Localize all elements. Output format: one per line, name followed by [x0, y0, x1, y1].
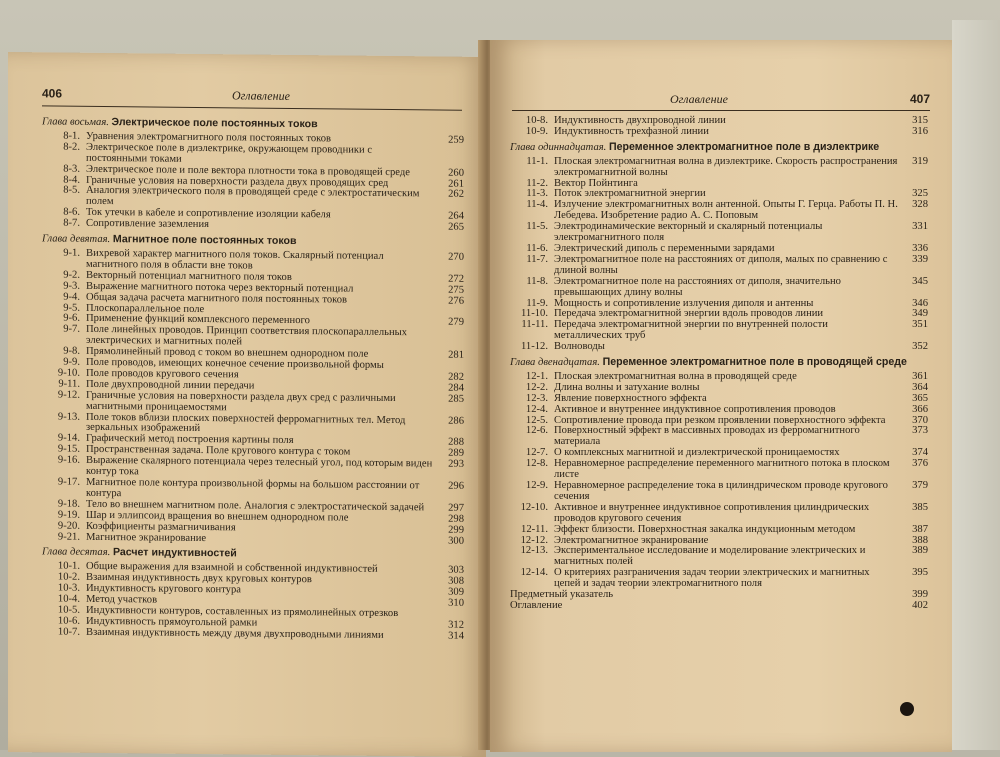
section-number: 10-6. [42, 616, 86, 627]
section-number: 10-9. [510, 127, 554, 138]
toc-entry [510, 320, 928, 342]
section-page: 402 [898, 601, 928, 612]
left-toc [42, 112, 464, 642]
section-title: Электромагнитное поле на расстояниях от диполя, малых по сравнению с длиной волны [554, 255, 898, 277]
toc-entry [510, 255, 928, 277]
section-page: 374 [898, 448, 928, 459]
section-number: 9-14. [42, 434, 86, 445]
section-page: 299 [434, 525, 464, 536]
section-number: 11-4. [510, 200, 554, 211]
right-header-rule [512, 110, 930, 111]
toc-entry [510, 426, 928, 448]
section-title: Поле линейных проводов. Принцип соответствия плоскопараллельных электрических и магнитных полей [86, 325, 434, 350]
section-title: Поле токов вблизи плоских поверхностей ферромагнитных тел. Метод зеркальных изображений [86, 412, 434, 437]
toc-entry [510, 525, 928, 536]
section-page: 349 [898, 309, 928, 320]
section-title: Электрический диполь с переменными зарядами [554, 244, 898, 255]
section-title: Индуктивность трехфазной линии [554, 127, 898, 138]
section-number: 9-4. [42, 292, 86, 303]
chapter-label: Глава девятая. [42, 233, 110, 245]
section-number: 9-17. [42, 477, 86, 488]
section-number: 12-11. [510, 525, 554, 536]
section-number: 9-15. [42, 445, 86, 456]
section-title: Граничные условия на поверхности раздела двух проводящих сред [86, 175, 434, 190]
section-title: Граничные условия на поверхности раздела двух сред с различными магнитными проницаемостями [86, 391, 434, 416]
chapter-title: Переменное электромагнитное поле в диэлектрике [609, 141, 879, 153]
section-title: Коэффициенты размагничивания [86, 521, 434, 536]
section-title: Графический метод построения картины поля [86, 434, 434, 449]
section-title: Плоскопараллельное поле [86, 303, 434, 318]
section-page: 261 [434, 179, 464, 190]
section-title: Общие выражения для взаимной и собственной индуктивностей [86, 562, 434, 577]
section-number: 12-1. [510, 372, 554, 383]
section-number: 8-6. [42, 208, 86, 219]
section-title: Выражение скалярного потенциала через телесный угол, под которым виден контур тока [86, 456, 434, 481]
section-number: 9-1. [42, 248, 86, 259]
section-number: 12-9. [510, 481, 554, 492]
section-page: 303 [434, 566, 464, 577]
section-number: 12-2. [510, 383, 554, 394]
left-page-number: 406 [42, 86, 62, 100]
chapter-title: Расчет индуктивностей [113, 547, 237, 560]
section-number: 12-7. [510, 448, 554, 459]
section-number: 12-4. [510, 405, 554, 416]
right-page [490, 40, 952, 752]
section-page: 399 [898, 590, 928, 601]
section-page: 370 [898, 416, 928, 427]
section-title: Предметный указатель [510, 590, 898, 601]
section-page: 389 [898, 546, 928, 557]
section-page: 339 [898, 255, 928, 266]
section-page: 325 [898, 189, 928, 200]
chapter-heading [510, 142, 928, 154]
left-page-header [42, 86, 462, 106]
section-page: 309 [434, 588, 464, 599]
section-page: 284 [434, 383, 464, 394]
section-number: 9-11. [42, 379, 86, 390]
toc-entry [510, 222, 928, 244]
section-title: Взаимная индуктивность между двумя двухпроводными линиями [86, 628, 434, 643]
section-number: 12-13. [510, 546, 554, 557]
section-number: 8-7. [42, 219, 86, 230]
section-title: Поле двухпроводной линии передачи [86, 380, 434, 395]
section-number: 9-21. [42, 532, 86, 543]
toc-entry [510, 601, 928, 612]
section-page: 293 [434, 460, 464, 471]
section-page: 379 [898, 481, 928, 492]
section-page: 300 [434, 536, 464, 547]
section-page: 328 [898, 200, 928, 211]
section-number: 10-3. [42, 584, 86, 595]
section-title: Магнитное экранирование [86, 532, 434, 547]
toc-entry [510, 342, 928, 353]
section-page: 319 [898, 157, 928, 168]
section-title: Вихревой характер магнитного поля токов. Скалярный потенциал магнитного поля в области вне токов [86, 249, 434, 274]
section-title: Активное и внутреннее индуктивное сопротивления проводов [554, 405, 898, 416]
toc-entry [510, 546, 928, 568]
section-number: 9-2. [42, 270, 86, 281]
section-number: 9-20. [42, 521, 86, 532]
chapter-title: Магнитное поле постоянных токов [113, 233, 297, 247]
section-number: 9-12. [42, 390, 86, 401]
section-title: Плоская электромагнитная волна в диэлектрике. Скорость распространения электромагнитной волны [554, 157, 898, 179]
section-number: 9-9. [42, 357, 86, 368]
toc-entry [510, 590, 928, 601]
section-title: Оглавление [510, 601, 898, 612]
section-page: 275 [434, 285, 464, 296]
chapter-title: Электрическое поле постоянных токов [112, 116, 318, 130]
section-title: Передача электромагнитной энергии вдоль проводов линии [554, 309, 898, 320]
section-number: 10-8. [510, 116, 554, 127]
section-number: 8-1. [42, 131, 86, 142]
section-title: Уравнения электромагнитного поля постоянных токов [86, 132, 434, 147]
section-number: 10-2. [42, 573, 86, 584]
section-number: 9-7. [42, 325, 86, 336]
section-title: Пространственная задача. Поле кругового контура с током [86, 445, 434, 460]
section-number: 11-7. [510, 255, 554, 266]
section-title: Сопротивление заземления [86, 219, 434, 234]
section-number: 9-19. [42, 510, 86, 521]
section-number: 8-4. [42, 175, 86, 186]
section-page: 281 [434, 351, 464, 362]
toc-entry [510, 200, 928, 222]
section-title: Поверхностный эффект в массивных проводах из ферромагнитного материала [554, 426, 898, 448]
section-title: Поток электромагнитной энергии [554, 189, 898, 200]
section-page: 366 [898, 405, 928, 416]
toc-entry [510, 568, 928, 590]
section-page: 388 [898, 536, 928, 547]
section-number: 11-5. [510, 222, 554, 233]
section-title: Электромагнитное экранирование [554, 536, 898, 547]
section-number: 12-5. [510, 416, 554, 427]
section-title: Передача электромагнитной энергии по внутренней полости металлических труб [554, 320, 898, 342]
section-number: 9-6. [42, 314, 86, 325]
section-title: Взаимная индуктивность двух круговых контуров [86, 573, 434, 588]
section-page: 361 [898, 372, 928, 383]
section-title: Ток утечки в кабеле и сопротивление изоляции кабеля [86, 208, 434, 223]
section-number: 12-3. [510, 394, 554, 405]
section-page: 285 [434, 394, 464, 405]
section-title: Векторный потенциал магнитного поля токов [86, 271, 434, 286]
section-page: 264 [434, 212, 464, 223]
right-page-header [514, 92, 930, 108]
section-number: 9-3. [42, 281, 86, 292]
ink-dot [900, 702, 914, 716]
section-title: Неравномерное распределение тока в цилиндрическом проводе кругового сечения [554, 481, 898, 503]
section-page: 265 [434, 223, 464, 234]
section-number: 9-16. [42, 456, 86, 467]
section-title: Тело во внешнем магнитном поле. Аналогия с электростатической задачей [86, 500, 434, 515]
section-page: 260 [434, 168, 464, 179]
chapter-label: Глава восьмая. [42, 116, 109, 128]
section-title: Явление поверхностного эффекта [554, 394, 898, 405]
toc-entry [510, 481, 928, 503]
left-running-title: Оглавление [232, 88, 290, 104]
left-page [8, 52, 486, 757]
section-number: 9-5. [42, 303, 86, 314]
section-title: Индуктивности контуров, составленных из прямолинейных отрезков [86, 606, 434, 621]
section-title: Неравномерное распределение переменного магнитного потока в плоском листе [554, 459, 898, 481]
section-title: Активное и внутреннее индуктивное сопротивления цилиндрических проводов кругового сечения [554, 503, 898, 525]
section-title: Выражение магнитного потока через векторный потенциал [86, 282, 434, 297]
chapter-heading [510, 357, 928, 369]
section-title: Электродинамические векторный и скалярный потенциалы электромагнитного поля [554, 222, 898, 244]
chapter-title: Переменное электромагнитное поле в проводящей среде [603, 356, 907, 368]
section-number: 8-2. [42, 142, 86, 153]
section-page: 331 [898, 222, 928, 233]
section-title: Шар и эллипсоид вращения во внешнем однородном поле [86, 511, 434, 526]
right-page-number: 407 [910, 92, 930, 106]
section-title: Длина волны и затухание волны [554, 383, 898, 394]
section-page: 262 [434, 190, 464, 201]
section-number: 8-3. [42, 164, 86, 175]
section-page: 270 [434, 252, 464, 263]
section-number: 11-9. [510, 299, 554, 310]
right-toc [510, 116, 928, 612]
section-page: 276 [434, 296, 464, 307]
section-title: Плоская электромагнитная волна в проводящей среде [554, 372, 898, 383]
section-title: Эффект близости. Поверхностная закалка индукционным методом [554, 525, 898, 536]
section-title: О комплексных магнитной и диэлектрической проницаемостях [554, 448, 898, 459]
section-title: Аналогия электрического поля в проводящей среде с электростатическим полем [86, 186, 434, 211]
section-number: 10-4. [42, 594, 86, 605]
section-number: 11-12. [510, 342, 554, 353]
section-page: 279 [434, 318, 464, 329]
section-title: Электрическое поле и поле вектора плотности тока в проводящей среде [86, 164, 434, 179]
section-title: Применение функций комплексного переменного [86, 314, 434, 329]
section-title: О критериях разграничения задач теории электрических и магнитных цепей и задач теории электромагнитного поля [554, 568, 898, 590]
toc-entry [510, 405, 928, 416]
section-page: 345 [898, 277, 928, 288]
section-title: Прямолинейный провод с током во внешнем однородном поле [86, 347, 434, 362]
section-number: 9-10. [42, 368, 86, 379]
section-title: Магнитное поле контура произвольной формы на большом расстоянии от контура [86, 478, 434, 503]
section-title: Общая задача расчета магнитного поля постоянных токов [86, 292, 434, 307]
toc-entry [510, 459, 928, 481]
section-page: 289 [434, 449, 464, 460]
section-number: 12-14. [510, 568, 554, 579]
section-number: 12-6. [510, 426, 554, 437]
section-title: Волноводы [554, 342, 898, 353]
section-page: 286 [434, 416, 464, 427]
section-number: 12-8. [510, 459, 554, 470]
section-number: 10-7. [42, 627, 86, 638]
section-number: 11-2. [510, 179, 554, 190]
section-page: 308 [434, 577, 464, 588]
chapter-label: Глава одиннадцатая. [510, 142, 606, 153]
section-number: 12-10. [510, 503, 554, 514]
section-number: 12-12. [510, 536, 554, 547]
right-running-title: Оглавление [670, 92, 728, 107]
section-page: 352 [898, 342, 928, 353]
section-number: 11-1. [510, 157, 554, 168]
section-page: 298 [434, 514, 464, 525]
section-number: 10-5. [42, 605, 86, 616]
section-number: 11-8. [510, 277, 554, 288]
section-page: 336 [898, 244, 928, 255]
section-page: 365 [898, 394, 928, 405]
chapter-label: Глава десятая. [42, 547, 110, 559]
section-title: Экспериментальное исследование и моделирование электрических и магнитных полей [554, 546, 898, 568]
toc-entry [510, 503, 928, 525]
section-page: 312 [434, 620, 464, 631]
section-page: 272 [434, 274, 464, 285]
section-page: 259 [434, 135, 464, 146]
section-number: 8-5. [42, 186, 86, 197]
section-page: 315 [898, 116, 928, 127]
section-number: 9-18. [42, 499, 86, 510]
section-title: Индуктивность прямоугольной рамки [86, 617, 434, 632]
section-title: Метод участков [86, 595, 434, 610]
section-page: 385 [898, 503, 928, 514]
section-page: 296 [434, 481, 464, 492]
section-title: Электрическое поле в диэлектрике, окружающем проводники с постоянными токами [86, 143, 434, 168]
section-number: 9-13. [42, 412, 86, 423]
section-title: Индуктивность кругового контура [86, 584, 434, 599]
section-page: 282 [434, 372, 464, 383]
section-title: Мощность и сопротивление излучения диполя и антенны [554, 299, 898, 310]
section-page: 314 [434, 631, 464, 642]
chapter-label: Глава двенадцатая. [510, 357, 600, 368]
section-page: 387 [898, 525, 928, 536]
section-title: Сопротивление провода при резком проявлении поверхностного эффекта [554, 416, 898, 427]
section-number: 9-8. [42, 346, 86, 357]
section-page: 373 [898, 426, 928, 437]
section-page: 297 [434, 503, 464, 514]
left-header-rule [42, 105, 462, 110]
section-page: 316 [898, 127, 928, 138]
section-title: Поле проводов, имеющих конечное сечение произвольной формы [86, 358, 434, 373]
page-stack-edge [952, 20, 1000, 750]
section-title: Излучение электромагнитных волн антенной. Опыты Г. Герца. Работы П. Н. Лебедева. Изобретение радио А. С. Поповым [554, 200, 898, 222]
section-page: 364 [898, 383, 928, 394]
section-number: 11-10. [510, 309, 554, 320]
section-title: Вектор Пойнтинга [554, 179, 898, 190]
section-title: Индуктивность двухпроводной линии [554, 116, 898, 127]
section-page: 376 [898, 459, 928, 470]
toc-entry [510, 127, 928, 138]
toc-entry [510, 277, 928, 299]
section-title: Электромагнитное поле на расстояниях от диполя, значительно превышающих длину волны [554, 277, 898, 299]
section-page: 288 [434, 438, 464, 449]
section-number: 11-11. [510, 320, 554, 331]
section-page: 346 [898, 299, 928, 310]
section-title: Поле проводов кругового сечения [86, 369, 434, 384]
section-page: 351 [898, 320, 928, 331]
section-page: 395 [898, 568, 928, 579]
section-number: 11-6. [510, 244, 554, 255]
section-number: 11-3. [510, 189, 554, 200]
section-page: 310 [434, 599, 464, 610]
section-number: 10-1. [42, 562, 86, 573]
toc-entry [510, 157, 928, 179]
